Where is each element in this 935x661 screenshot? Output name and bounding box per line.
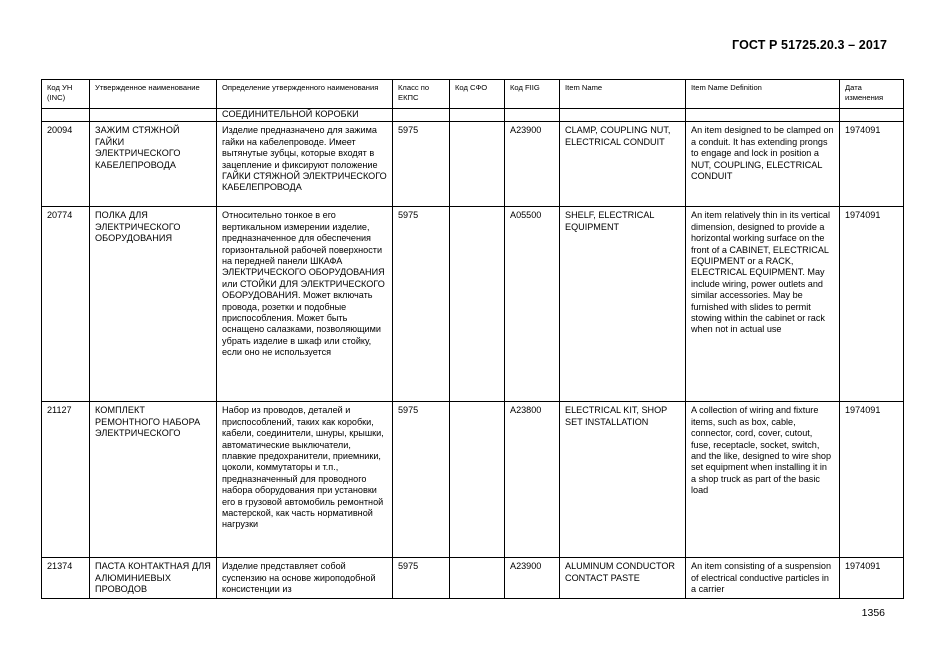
cell-inc [42,109,90,122]
cell-name: ПАСТА КОНТАКТНАЯ ДЛЯ АЛЮМИНИЕВЫХ ПРОВОДОВ [90,558,217,599]
cell-definition: Набор из проводов, деталей и приспособлений, таких как коробки, кабели, соединители, шнуры, крышки, автоматические выключатели, плавкие предохранители, приемники, цоколи, коммутаторы и т.п., предназначенный для проводного набора оборудования при установки его в грузовой автомобиль ремонтной мастерской, как часть нормативной нагрузки [217,402,393,558]
cell-fiig: A23900 [505,558,560,599]
cell-item-name: ELECTRICAL KIT, SHOP SET INSTALLATION [560,402,686,558]
cell-date: 1974091 [840,207,904,402]
cell-inc: 20094 [42,122,90,207]
col-header-inc: Код УН (INC) [42,80,90,109]
cell-item-definition: An item consisting of a suspension of electrical conductive particles in a carrier [686,558,840,599]
catalog-table [41,79,904,599]
cell-item-definition [686,109,840,122]
cell-date: 1974091 [840,558,904,599]
cell-definition: СОЕДИНИТЕЛЬНОЙ КОРОБКИ [217,109,393,122]
col-header-sfo: Код СФО [450,80,505,109]
cell-name [90,109,217,122]
cell-item-name: SHELF, ELECTRICAL EQUIPMENT [560,207,686,402]
cell-inc: 21127 [42,402,90,558]
cell-item-name [560,109,686,122]
table-row [42,207,904,402]
cell-fiig: A05500 [505,207,560,402]
cell-name: ЗАЖИМ СТЯЖНОЙ ГАЙКИ ЭЛЕКТРИЧЕСКОГО КАБЕЛЕПРОВОДА [90,122,217,207]
cell-fiig: A23900 [505,122,560,207]
cell-ekps [393,109,450,122]
table-header-row [42,80,904,109]
table-row [42,402,904,558]
table-row-continuation [42,109,904,122]
cell-fiig [505,109,560,122]
cell-item-definition: A collection of wiring and fixture items, such as box, cable, connector, cord, cover, cutout, fuse, receptacle, socket, switch, and the like, designed to wire shop set equipment when installing it in a shop truck as part of the basic load [686,402,840,558]
cell-name: ПОЛКА ДЛЯ ЭЛЕКТРИЧЕСКОГО ОБОРУДОВАНИЯ [90,207,217,402]
col-header-fiig: Код FIIG [505,80,560,109]
cell-ekps: 5975 [393,402,450,558]
cell-sfo [450,558,505,599]
cell-inc: 21374 [42,558,90,599]
cell-name: КОМПЛЕКТ РЕМОНТНОГО НАБОРА ЭЛЕКТРИЧЕСКОГО [90,402,217,558]
cell-item-definition: An item relatively thin in its vertical dimension, designed to provide a horizontal working surface on the front of a CABINET, ELECTRICAL EQUIPMENT or a RACK, ELECTRICAL EQUIPMENT. May include wiring, power outlets and similar accessories. May be furnished with slides to permit stowing within the cabinet or rack when not in actual use [686,207,840,402]
table-row [42,558,904,599]
col-header-item-definition: Item Name Definition [686,80,840,109]
cell-sfo [450,122,505,207]
cell-date: 1974091 [840,122,904,207]
cell-definition: Относительно тонкое в его вертикальном измерении изделие, предназначенное для обеспечения горизонтальной рабочей поверхности на передней панели ШКАФА ЭЛЕКТРИЧЕСКОГО ОБОРУДОВАНИЯ или СТОЙКИ ДЛЯ ЭЛЕКТРИЧЕСКОГО ОБОРУДОВАНИЯ. Может включать провода, розетки и подобные приспособления. Может быть оснащено салазками, позволяющими убрать изделие в шкаф или стойку, если оно не используется [217,207,393,402]
cell-item-definition: An item designed to be clamped on a conduit. It has extending prongs to engage and lock in position a NUT, COUPLING, ELECTRICAL CONDUIT [686,122,840,207]
cell-ekps: 5975 [393,207,450,402]
col-header-ekps: Класс по ЕКПС [393,80,450,109]
cell-sfo [450,402,505,558]
cell-inc: 20774 [42,207,90,402]
page-number: 1356 [861,607,885,619]
standard-title: ГОСТ Р 51725.20.3 – 2017 [732,38,887,52]
cell-item-name: ALUMINUM CONDUCTOR CONTACT PASTE [560,558,686,599]
cell-ekps: 5975 [393,122,450,207]
cell-date [840,109,904,122]
col-header-definition: Определение утвержденного наименования [217,80,393,109]
cell-date: 1974091 [840,402,904,558]
cell-definition: Изделие представляет собой суспензию на основе жироподобной консистенции из [217,558,393,599]
col-header-date: Дата изменения [840,80,904,109]
cell-sfo [450,207,505,402]
cell-ekps: 5975 [393,558,450,599]
cell-sfo [450,109,505,122]
table-row [42,122,904,207]
col-header-item-name: Item Name [560,80,686,109]
cell-definition: Изделие предназначено для зажима гайки на кабелепроводе. Имеет вытянутые зубцы, которые входят в зацепление и фиксируют положение ГАЙКИ СТЯЖНОЙ ЭЛЕКТРИЧЕСКОГО КАБЕЛЕПРОВОДА [217,122,393,207]
cell-fiig: A23800 [505,402,560,558]
cell-item-name: CLAMP, COUPLING NUT, ELECTRICAL CONDUIT [560,122,686,207]
col-header-name: Утвержденное наименование [90,80,217,109]
